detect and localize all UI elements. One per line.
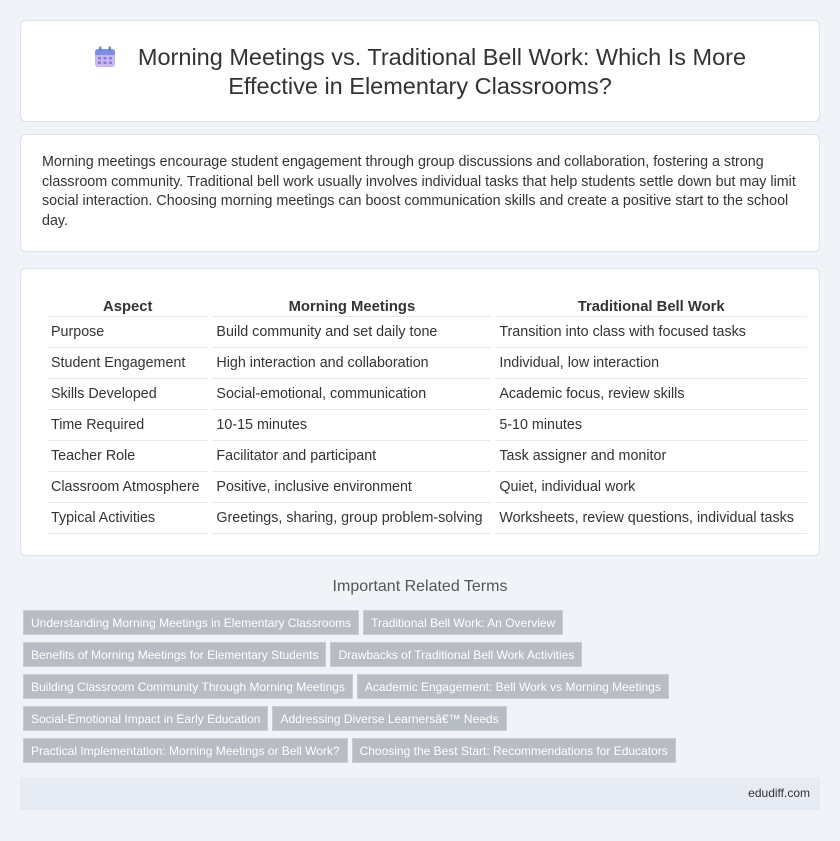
table-cell: Social-emotional, communication: [212, 379, 491, 410]
table-header-row: [47, 297, 807, 317]
title-card: [20, 20, 820, 122]
comparison-table: [43, 297, 811, 534]
table-row: [47, 410, 807, 441]
related-term-link[interactable]: Benefits of Morning Meetings for Elementary Students: [23, 642, 326, 667]
intro-text: Morning meetings encourage student engagement through group discussions and collaboration, fostering a strong classroom community. Traditional bell work usually involves individual tasks that help students settle down but may limit social interaction. Choosing morning meetings can boost communication skills and create a positive start to the school day.: [42, 154, 796, 229]
related-term-link[interactable]: Understanding Morning Meetings in Elementary Classrooms: [23, 610, 359, 635]
table-cell: 10-15 minutes: [212, 410, 491, 441]
related-term-link[interactable]: Academic Engagement: Bell Work vs Morning Meetings: [357, 674, 669, 699]
footer: [20, 777, 820, 810]
header-aspect: Aspect: [47, 297, 208, 317]
comparison-card: [20, 268, 820, 556]
table-cell: Build community and set daily tone: [212, 317, 491, 348]
table-cell: 5-10 minutes: [495, 410, 807, 441]
table-row: [47, 317, 807, 348]
related-term-link[interactable]: Social-Emotional Impact in Early Education: [23, 706, 268, 731]
title-line-1: Morning Meetings vs. Traditional Bell Work: Which Is More: [137, 44, 747, 70]
table-cell: Positive, inclusive environment: [212, 472, 491, 503]
related-term-link[interactable]: Drawbacks of Traditional Bell Work Activities: [330, 642, 582, 667]
tag-row: [23, 642, 823, 674]
related-term-link[interactable]: Practical Implementation: Morning Meetings or Bell Work?: [23, 738, 348, 763]
table-cell: Purpose: [47, 317, 208, 348]
table-cell: Student Engagement: [47, 348, 208, 379]
table-cell: Facilitator and participant: [212, 441, 491, 472]
table-row: [47, 472, 807, 503]
table-cell: Individual, low interaction: [495, 348, 807, 379]
table-row: [47, 348, 807, 379]
footer-site-link[interactable]: edudiff.com: [748, 786, 810, 800]
table-row: [47, 441, 807, 472]
related-terms-title: Important Related Terms: [332, 578, 508, 595]
table-cell: Academic focus, review skills: [495, 379, 807, 410]
table-cell: Quiet, individual work: [495, 472, 807, 503]
related-term-link[interactable]: Choosing the Best Start: Recommendations for Educators: [352, 738, 676, 763]
related-term-link[interactable]: Building Classroom Community Through Morning Meetings: [23, 674, 353, 699]
table-cell: Teacher Role: [47, 441, 208, 472]
tag-row: [23, 674, 823, 706]
table-row: [47, 379, 807, 410]
title-line-2: Effective in Elementary Classrooms?: [228, 73, 612, 99]
header-traditional-bell-work: Traditional Bell Work: [495, 297, 807, 317]
table-cell: High interaction and collaboration: [212, 348, 491, 379]
table-cell: Typical Activities: [47, 503, 208, 534]
intro-card: [20, 134, 820, 252]
tag-row: [23, 738, 823, 770]
table-cell: Worksheets, review questions, individual tasks: [495, 503, 807, 534]
tag-row: [23, 706, 823, 738]
table-cell: Greetings, sharing, group problem-solving: [212, 503, 491, 534]
table-cell: Time Required: [47, 410, 208, 441]
related-term-link[interactable]: Traditional Bell Work: An Overview: [363, 610, 563, 635]
header-morning-meetings: Morning Meetings: [212, 297, 491, 317]
table-cell: Transition into class with focused tasks: [495, 317, 807, 348]
calendar-icon: [94, 46, 116, 68]
related-term-link[interactable]: Addressing Diverse Learnersâ€™ Needs: [272, 706, 506, 731]
table-cell: Skills Developed: [47, 379, 208, 410]
page-title: [21, 43, 819, 101]
table-cell: Task assigner and monitor: [495, 441, 807, 472]
related-terms-list: [23, 610, 823, 770]
tag-row: [23, 610, 823, 642]
table-cell: Classroom Atmosphere: [47, 472, 208, 503]
table-row: [47, 503, 807, 534]
